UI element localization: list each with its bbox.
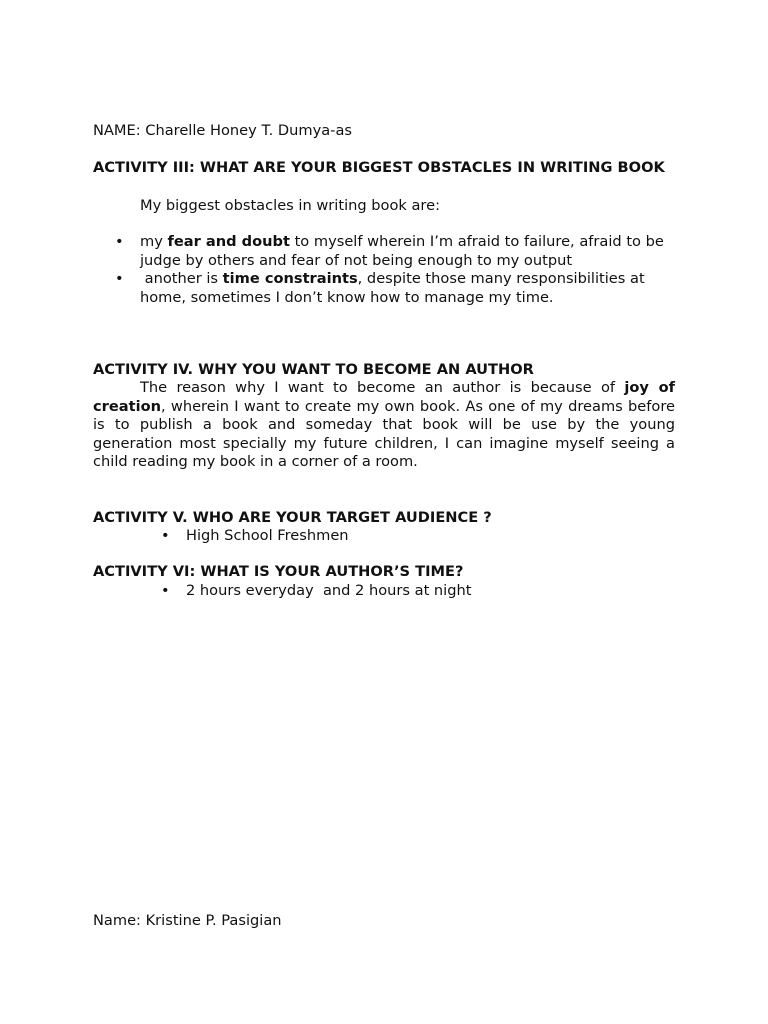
list-item: • another is time constraints, despite those many responsibilities at home, sometimes I don’t know how to manage my time. — [115, 270, 645, 306]
list-item: • High School Freshmen — [161, 527, 349, 544]
activity-3-intro: My biggest obstacles in writing book are: — [140, 197, 441, 214]
name-line: Name: Kristine P. Pasigian — [93, 912, 282, 929]
bullet-icon: • — [161, 582, 170, 599]
bullet-icon: • — [161, 527, 170, 544]
activity-5-heading: ACTIVITY V. WHO ARE YOUR TARGET AUDIENCE ? — [93, 509, 492, 526]
activity-3-heading: ACTIVITY III: WHAT ARE YOUR BIGGEST OBSTACLES IN WRITING BOOK — [93, 159, 665, 176]
list-item: • my fear and doubt to myself wherein I’m afraid to failure, afraid to be judge by others and fear of not being enough to my output — [115, 233, 664, 269]
activity-4-heading: ACTIVITY IV. WHY YOU WANT TO BECOME AN AUTHOR — [93, 361, 534, 378]
activity-4-paragraph: The reason why I want to become an author is because of joy of creation, wherein I want to create my own book. As one of my dreams before is to publish a book and someday that book will be use by the young generation most specially my future children, I can imagine myself seeing a child reading my book in a corner of a room. — [93, 379, 675, 470]
emphasis-text: fear and doubt — [167, 233, 290, 250]
emphasis-text: time constraints — [222, 270, 358, 287]
bullet-icon: • — [115, 270, 124, 287]
list-item: • 2 hours everyday and 2 hours at night — [161, 582, 472, 599]
activity-5-bullet-list — [93, 527, 675, 546]
emphasis-text: joy of creation — [93, 379, 675, 415]
activity-6-bullet-list — [93, 582, 675, 601]
bullet-icon: • — [115, 233, 124, 250]
activity-6-heading: ACTIVITY VI: WHAT IS YOUR AUTHOR’S TIME? — [93, 563, 464, 580]
name-line: NAME: Charelle Honey T. Dumya-as — [93, 122, 352, 139]
activity-3-bullet-list — [93, 233, 675, 307]
